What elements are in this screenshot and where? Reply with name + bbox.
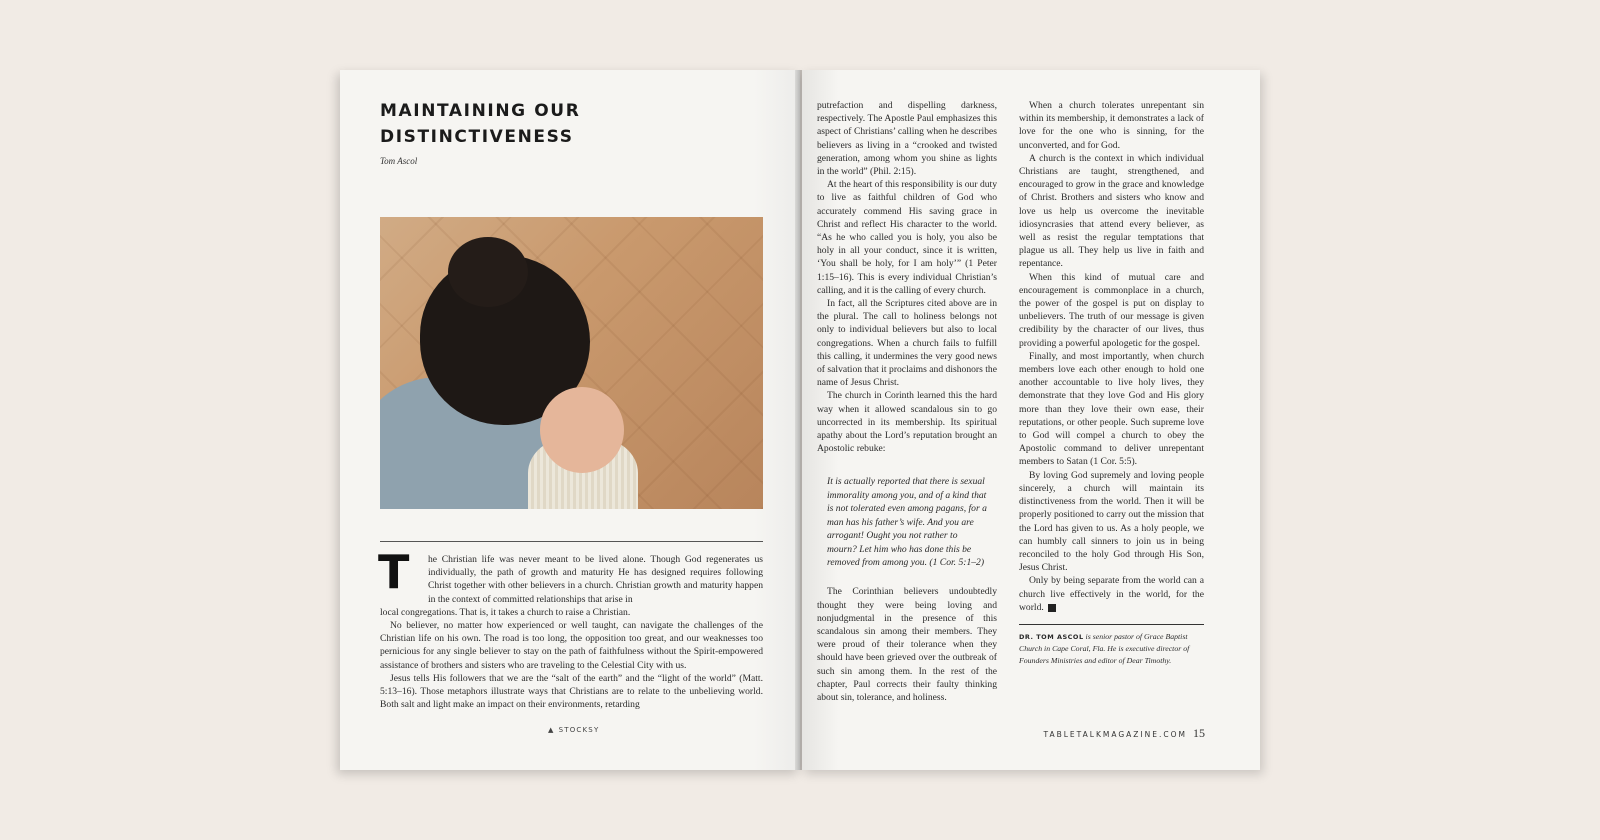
block-quote: It is actually reported that there is sexual immorality among you, and of a kind that is not tolerated even among pagans, for a man has his father’s wife. And you are arrogant! Ought you not rather to mourn? Let him who has done this be removed from among you. (1 Cor. 5:1–2): [827, 476, 987, 568]
right-page: [802, 70, 1260, 770]
left-body-text: [380, 553, 763, 711]
paragraph: The Corinthian believers undoubtedly thought they were being loving and nonjudgmental in the presence of this scandalous sin among their members. They were proud of their tolerance when they should have been grieved over the outbreak of such sin among them. In the rest of the chapter, Paul corrects their faulty thinking about sin, tolerance, and holiness.: [817, 586, 997, 703]
page-footer: [1042, 722, 1205, 741]
article-photo: [380, 217, 763, 509]
bio-author-name: DR. TOM ASCOL: [1019, 632, 1084, 641]
closing-text: Only by being separate from the world can a church live effectively in the world, for the world.: [1019, 575, 1204, 613]
paragraph: A church is the context in which individual Christians are taught, strengthened, and encouraged to grow in the grace and knowledge of Christ. Brothers and sisters who know and love us help us overcome the inevitable idiosyncrasies that attend every believer, as well as resist the regular temptations that plague us all. They help us live in faith and repentance.: [1019, 152, 1204, 270]
paragraph: By loving God supremely and loving people sincerely, a church will maintain its distinctiveness from the world. Then it will be properly positioned to carry out the mission that the Lord has given to us. As a holy people, we can humbly call sinners to join us in being reconciled to the holy God through His Son, Jesus Christ.: [1019, 469, 1204, 574]
title-line-2: DISTINCTIVENESS: [380, 127, 574, 147]
article-title: [380, 98, 740, 150]
site-url: TABLETALKMAGAZINE.COM: [1043, 730, 1187, 739]
paragraph: putrefaction and dispelling darkness, respectively. The Apostle Paul emphasizes this aspect of Christians’ calling when he describes believers as living in a “crooked and twisted generation, among whom you shine as lights in the world” (Phil. 2:15).: [817, 100, 997, 178]
magazine-spread: [340, 70, 1260, 770]
paragraph: When a church tolerates unrepentant sin within its membership, it demonstrates a lack of love for the one who is sinning, for the unconverted, and for God.: [1019, 100, 1204, 151]
paragraph: local congregations. That is, it takes a church to raise a Christian.: [380, 606, 631, 618]
left-page: [340, 70, 800, 770]
camera-icon: ▲: [548, 726, 555, 734]
paragraph: Finally, and most importantly, when church members love each other enough to hold one another accountable to live holy lives, they demonstrate that they love God and His glory more than they love their own ease, their reputations, or other people. Such supreme love to God will compel a church to obey the Apostolic command to deliver unrepentant members to Satan (1 Cor. 5:5).: [1019, 350, 1204, 468]
right-column-a: [817, 99, 997, 704]
paragraph: When this kind of mutual care and encouragement is commonplace in a church, the power of the gospel is put on display to unbelievers. The truth of our message is given credibility by the character of our lives, thus providing a powerful apologetic for the gospel.: [1019, 271, 1204, 349]
end-mark-icon: [1048, 604, 1056, 612]
author-bio: [1019, 631, 1204, 667]
right-column-b: [1019, 99, 1204, 667]
paragraph: he Christian life was never meant to be lived alone. Though God regenerates us individually, the path of growth and maturity He has designed requires following Christ together with other believers in a church. Christian growth and maturity happen in the context of committed relationships that arise in: [428, 554, 763, 605]
title-line-1: MAINTAINING OUR: [380, 101, 581, 121]
paragraph: No believer, no matter how experienced or well taught, can navigate the challenges of the Christian life on his own. The road is too long, the opposition too great, and our weaknesses too pernicious for any single believer to stay on the path of faithfulness without the Spirit-empowered assistance of brothers and sisters who are traveling to the Celestial City with us.: [380, 620, 763, 671]
photo-hair-bun: [448, 237, 528, 307]
paragraph: The church in Corinth learned this the hard way when it allowed scandalous sin to go uncorrected in its membership. Its spiritual apathy about the Lord’s reputation brought an Apostolic rebuke:: [817, 390, 997, 455]
section-rule: [380, 541, 763, 542]
paragraph: Jesus tells His followers that we are the “salt of the earth” and the “light of the world” (Matt. 5:13–16). Those metaphors illustrate ways that Christians are to relate to the unbelieving world. Both salt and light make an impact on their environments, retarding: [380, 672, 763, 711]
closing-paragraph: [1019, 574, 1204, 614]
bio-text: is senior pastor of Grace Baptist Church in Cape Coral, Fla. He is executive director of Founders Ministries and editor of Dear Timothy.: [1019, 631, 1190, 665]
photo-credit-label: STOCKSY: [558, 726, 600, 734]
paragraph: At the heart of this responsibility is our duty to live as faithful children of God who accurately commend His saving grace in Christ and reflect His character to the world. “As he who called you is holy, you also be holy in all your conduct, since it is written, ‘You shall be holy, for I am holy’” (1 Peter 1:15–16). This is every individual Christian’s calling, and it is the calling of every church.: [817, 179, 998, 296]
photo-baby-face: [540, 387, 624, 473]
photo-credit: [548, 726, 599, 734]
paragraph: In fact, all the Scriptures cited above are in the plural. The call to holiness belongs not only to individual believers but also to local congregations. When a church fails to fulfill this calling, it undermines the very good news of salvation that it proclaims and dishonors the name of Jesus Christ.: [817, 298, 997, 389]
bio-rule: [1019, 624, 1204, 625]
drop-cap: T: [378, 545, 410, 599]
page-number: 15: [1193, 726, 1205, 740]
byline: Tom Ascol: [380, 156, 418, 166]
